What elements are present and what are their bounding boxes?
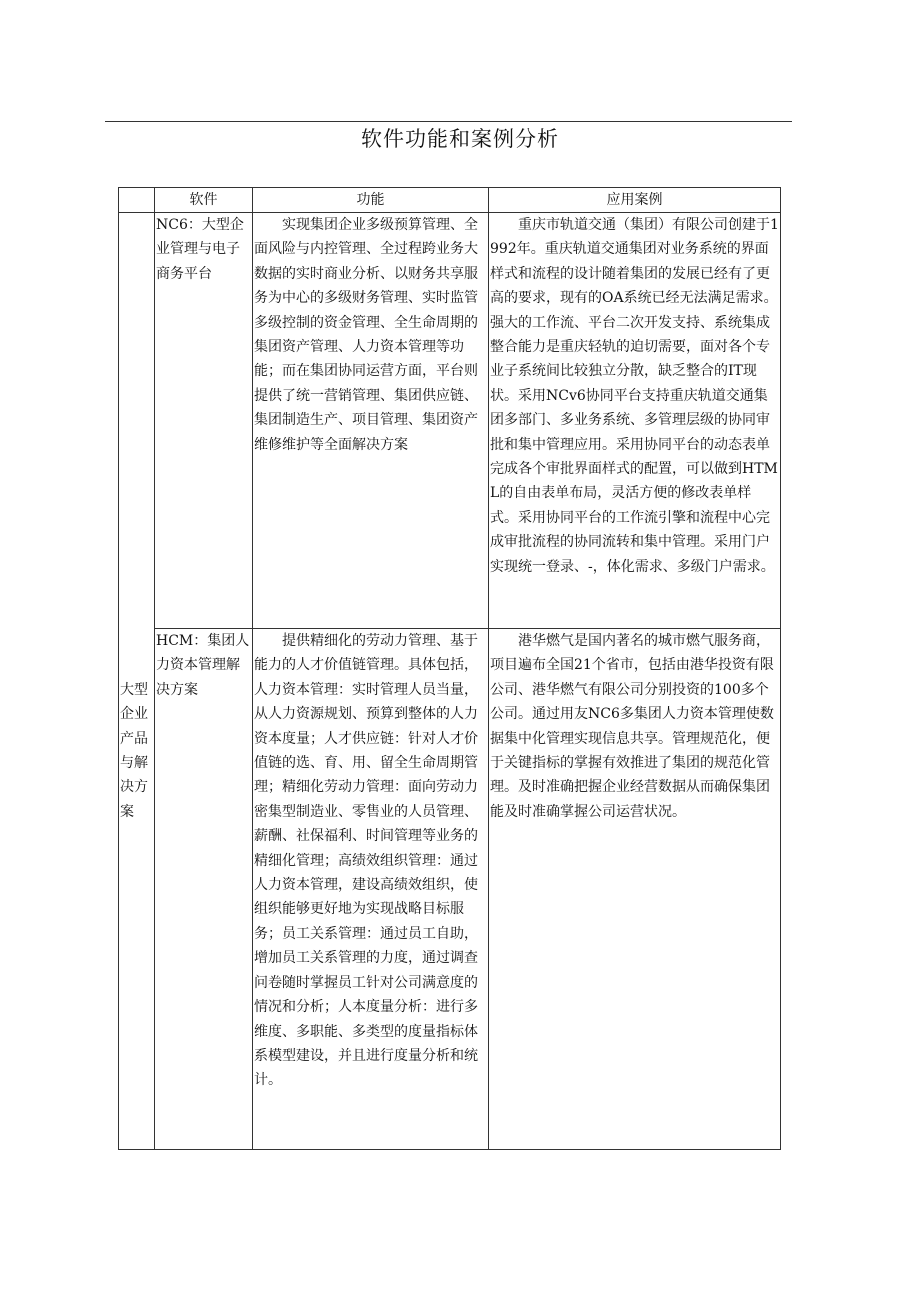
table-row [119,629,781,1150]
function-cell: 提供精细化的劳动力管理、基于能力的人才价值链管理。具体包括，人力资本管理：实时管理人员当量，从人力资源规划、预算到整体的人力资本度量；人才供应链：针对人才价值链的选、育、用、留全生命周期管理；精细化劳动力管理：面向劳动力密集型制造业、零售业的人员管理、薪酬、社保福利、时间管理等业务的精细化管理；高绩效组织管理：通过人力资本管理，建设高绩效组织，使组织能够更好地为实现战略目标服务；员工关系管理：通过员工自助，增加员工关系管理的力度，通过调查问卷随时掌握员工针对公司满意度的情况和分析；人本度量分析：进行多维度、多职能、多类型的度量指标体系模型建设，并且进行度量分析和统计。 [253,629,489,1150]
software-cell: HCM：集团人力资本管理解决方案 [155,629,253,1150]
category-cell: 大型企业产品与解决方案 [119,213,155,1150]
header-cell-case: 应用案例 [489,188,781,213]
table-header-row [119,188,781,213]
case-cell: 港华燃气是国内著名的城市燃气服务商，项目遍布全国21个省市，包括由港华投资有限公司、港华燃气有限公司分别投资的100多个公司。通过用友NC6多集团人力资本管理使数据集中化管理实现信息共享。管理规范化，便于关键指标的掌握有效推进了集团的规范化管理。及时准确把握企业经营数据从而确保集团能及时准确掌握公司运营状况。 [489,629,781,1150]
analysis-table [118,187,781,1150]
case-cell: 重庆市轨道交通（集团）有限公司创建于1992年。重庆轨道交通集团对业务系统的界面样式和流程的设计随着集团的发展已经有了更高的要求，现有的OA系统已经无法满足需求。强大的工作流、平台二次开发支持、系统集成整合能力是重庆轻轨的迫切需要，面对各个专业子系统间比较独立分散，缺乏整合的IT现状。采用NCv6协同平台支持重庆轨道交通集团多部门、多业务系统、多管理层级的协同审批和集中管理应用。采用协同平台的动态表单完成各个审批界面样式的配置，可以做到HTML的自由表单布局，灵活方便的修改表单样式。采用协同平台的工作流引擎和流程中心完成审批流程的协同流转和集中管理。采用门户实现统一登录、-，体化需求、多级门户需求。 [489,213,781,629]
top-rule [105,121,792,122]
software-cell: NC6：大型企业管理与电子商务平台 [155,213,253,629]
header-cell-software: 软件 [155,188,253,213]
page-title: 软件功能和案例分析 [361,127,559,151]
header-cell-empty [119,188,155,213]
function-cell: 实现集团企业多级预算管理、全面风险与内控管理、全过程跨业务大数据的实时商业分析、以财务共享服务为中心的多级财务管理、实时监管多级控制的资金管理、全生命周期的集团资产管理、人力资本管理等功能；而在集团协同运营方面，平台则提供了统一营销管理、集团供应链、集团制造生产、项目管理、集团资产维修维护等全面解决方案 [253,213,489,629]
table-row [119,213,781,629]
header-cell-function: 功能 [253,188,489,213]
